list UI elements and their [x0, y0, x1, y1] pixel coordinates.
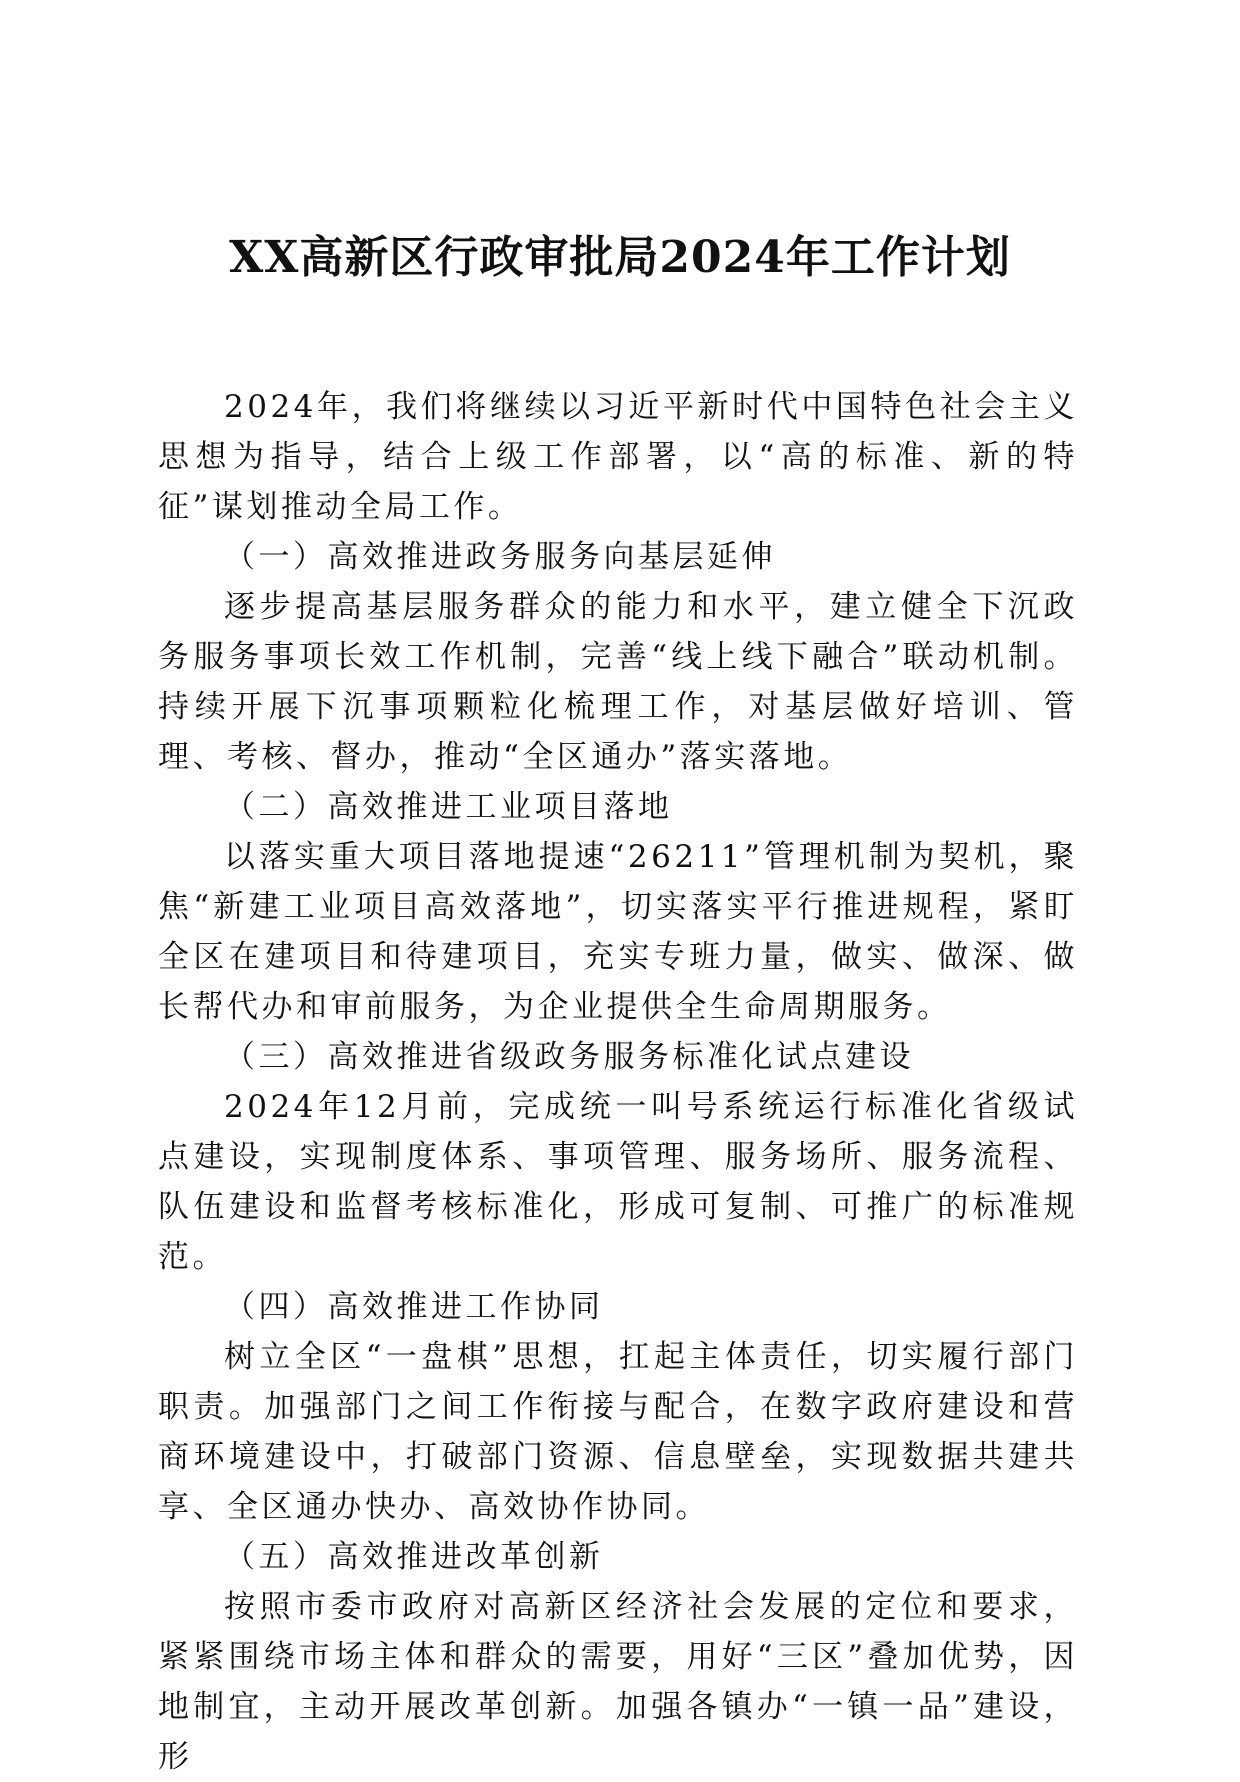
section-paragraph-3: 2024年12月前，完成统一叫号系统运行标准化省级试点建设，实现制度体系、事项管理、服务场所、服务流程、队伍建设和监督考核标准化，形成可复制、可推广的标准规范。 — [158, 1089, 1078, 1275]
section-heading-4: （四）高效推进工作协同 — [224, 1289, 604, 1325]
section-paragraph-2: 以落实重大项目落地提速“26211”管理机制为契机，聚焦“新建工业项目高效落地”，切实落实平行推进规程，紧盯全区在建项目和待建项目，充实专班力量，做实、做深、做长帮代办和审前服务，为企业提供全生命周期服务。 — [158, 839, 1078, 1025]
section-paragraph-5: 按照市委市政府对高新区经济社会发展的定位和要求，紧紧围绕市场主体和群众的需要，用好“三区”叠加优势，因地制宜，主动开展改革创新。加强各镇办“一镇一品”建设，形 — [158, 1589, 1078, 1775]
section-paragraph-1: 逐步提高基层服务群众的能力和水平，建立健全下沉政务服务事项长效工作机制，完善“线上线下融合”联动机制。持续开展下沉事项颗粒化梳理工作，对基层做好培训、管理、考核、督办，推动“全区通办”落实落地。 — [158, 589, 1078, 775]
document-body — [158, 382, 1078, 1782]
section-heading-2: （二）高效推进工业项目落地 — [224, 789, 673, 825]
section-paragraph-4: 树立全区“一盘棋”思想，扛起主体责任，切实履行部门职责。加强部门之间工作衔接与配合，在数字政府建设和营商环境建设中，打破部门资源、信息壁垒，实现数据共建共享、全区通办快办、高效协作协同。 — [158, 1339, 1078, 1525]
section-heading-5: （五）高效推进改革创新 — [224, 1539, 604, 1575]
document-title: XX高新区行政审批局2024年工作计划 — [229, 232, 1011, 283]
intro-paragraph: 2024年，我们将继续以习近平新时代中国特色社会主义思想为指导，结合上级工作部署，以“高的标准、新的特征”谋划推动全局工作。 — [158, 389, 1078, 525]
section-heading-3: （三）高效推进省级政务服务标准化试点建设 — [224, 1039, 914, 1075]
section-heading-1: （一）高效推进政务服务向基层延伸 — [224, 539, 776, 575]
